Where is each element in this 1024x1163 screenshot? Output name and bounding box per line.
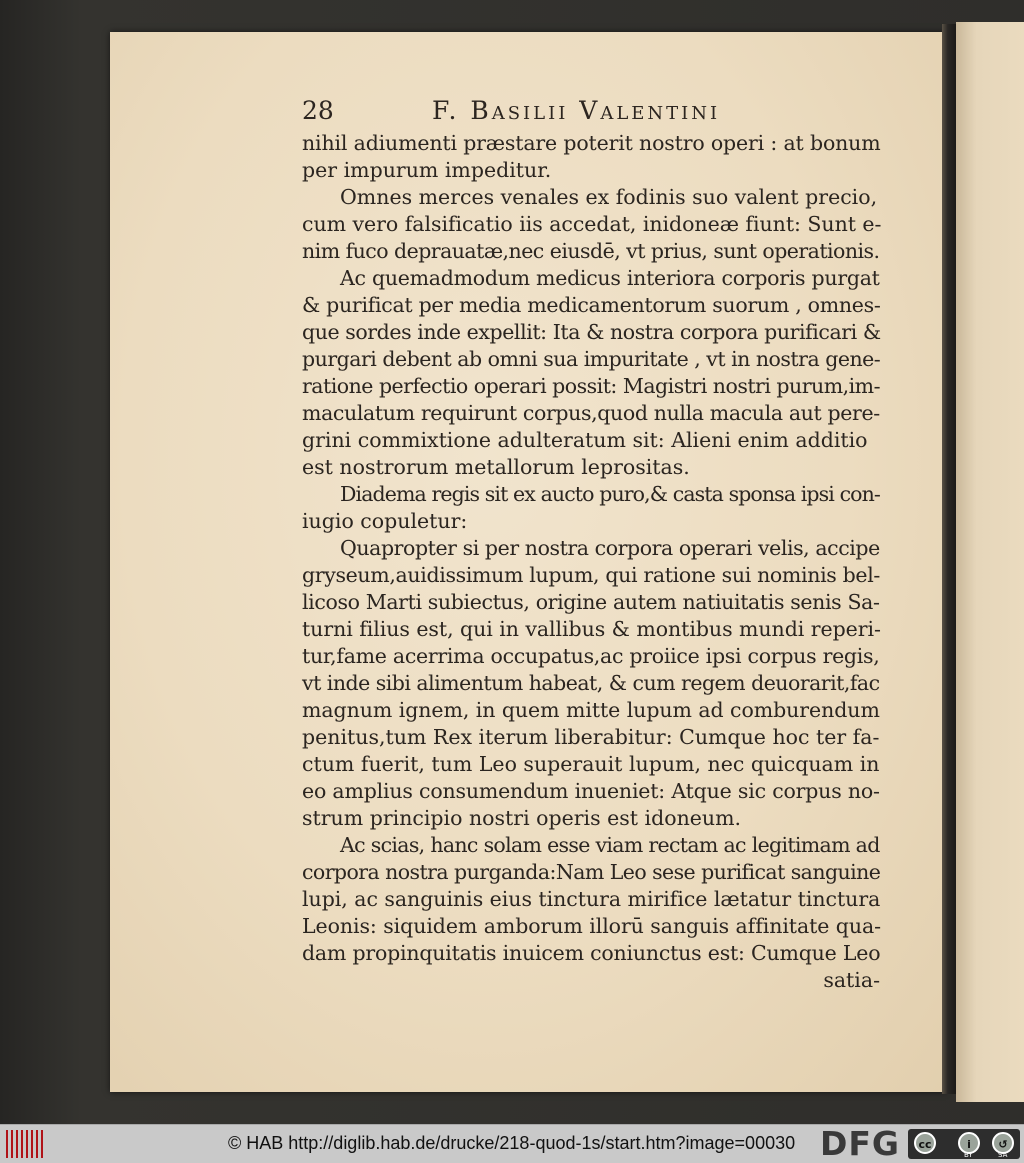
by-icon: i [958, 1132, 980, 1154]
text-line: cum vero falsificatio iis accedat, inidoneæ fiunt: Sunt e- [302, 212, 882, 236]
text-line: Quapropter si per nostra corpora operari velis, accipe [340, 536, 880, 560]
barcode-icon [6, 1130, 46, 1158]
dfg-logo[interactable]: DFG [820, 1124, 901, 1163]
text-line: ctum fuerit, tum Leo superauit lupum, nec quicquam in [302, 752, 880, 776]
facing-page-edge [956, 22, 1024, 1102]
text-line: dam propinquitatis inuicem coniunctus est: Cumque Leo [302, 941, 881, 965]
running-title: F. Basilii Valentini [432, 96, 721, 125]
body-text [302, 130, 880, 994]
text-line: nim fuco deprauatæ,nec eiusdē, vt prius, sunt operationis. [302, 239, 880, 263]
page-number: 28 [302, 96, 334, 125]
catchword: satia- [823, 968, 880, 992]
text-line: & purificat per media medicamentorum suorum , omnes- [302, 293, 881, 317]
text-line: purgari debent ab omni sua impuritate , vt in nostra gene- [302, 347, 881, 371]
text-line: eo amplius consumendum inueniet: Atque sic corpus no- [302, 779, 880, 803]
page-header [302, 96, 762, 126]
text-line: Leonis: siquidem amborum illorū sanguis affinitate qua- [302, 914, 881, 938]
source-url-link[interactable]: © HAB http://diglib.hab.de/drucke/218-quod-1s/start.htm?image=00030 [228, 1133, 796, 1153]
cc-icon: cc [914, 1132, 936, 1154]
text-line: gryseum,auidissimum lupum, qui ratione sui nominis bel- [302, 563, 881, 587]
text-line: turni filius est, qui in vallibus & montibus mundi reperi- [302, 617, 881, 641]
text-line: Diadema regis sit ex aucto puro,& casta sponsa ipsi con- [340, 482, 880, 506]
sa-label: SA [998, 1151, 1008, 1159]
share-alike-icon: ↺ [992, 1132, 1014, 1154]
text-line: vt inde sibi alimentum habeat, & cum regem deuorarit,fac [302, 671, 880, 695]
text-line: corpora nostra purganda:Nam Leo sese purificat sanguine [302, 860, 881, 884]
text-line: est nostrorum metallorum leprositas. [302, 455, 690, 479]
text-line: Ac quemadmodum medicus interiora corporis purgat [340, 266, 880, 290]
text-line: Omnes merces venales ex fodinis suo valent precio, [340, 185, 878, 209]
text-line: tur,fame acerrima occupatus,ac proiice ipsi corpus regis, [302, 644, 880, 668]
text-line: per impurum impeditur. [302, 158, 552, 182]
text-line: ratione perfectio operari possit: Magistri nostri purum,im- [302, 374, 881, 398]
text-line: iugio copuletur: [302, 509, 468, 533]
text-line: penitus,tum Rex iterum liberabitur: Cumque hoc ter fa- [302, 725, 880, 749]
cc-license-badge[interactable] [908, 1129, 1020, 1159]
text-line: que sordes inde expellit: Ita & nostra corpora purificari & [302, 320, 881, 344]
text-line: maculatum requirunt corpus,quod nulla macula aut pere- [302, 401, 880, 425]
by-label: BY [964, 1151, 973, 1159]
text-line: strum principio nostri operis est idoneum. [302, 806, 742, 830]
page-gutter-edge [942, 24, 956, 1094]
footer-bar [0, 1124, 1024, 1163]
text-line: lupi, ac sanguinis eius tinctura mirifice lætatur tinctura [302, 887, 881, 911]
text-line: grini commixtione adulteratum sit: Alieni enim additio [302, 428, 868, 452]
text-line: magnum ignem, in quem mitte lupum ad comburendum [302, 698, 880, 722]
text-line: Ac scias, hanc solam esse viam rectam ac legitimam ad [340, 833, 880, 857]
text-line: nihil adiumenti præstare poterit nostro operi : at bonum [302, 131, 881, 155]
text-line: licoso Marti subiectus, origine autem natiuitatis senis Sa- [302, 590, 880, 614]
